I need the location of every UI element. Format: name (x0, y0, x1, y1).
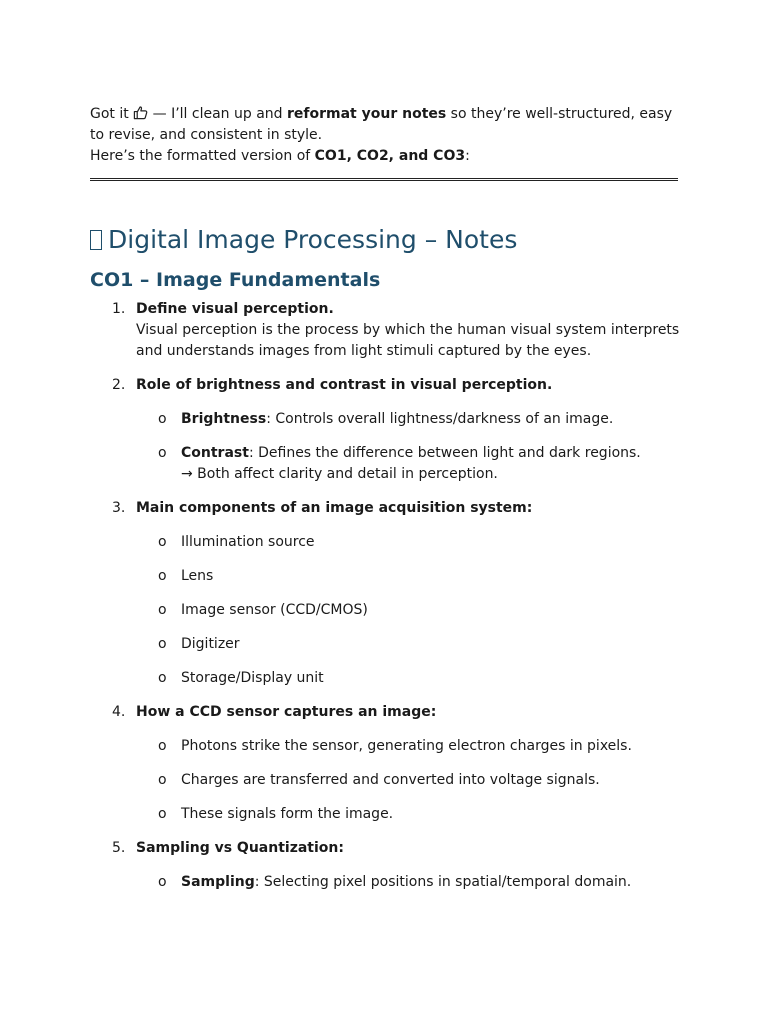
list-item (90, 838, 680, 893)
sub-list-item (136, 872, 680, 893)
list-item-title: Role of brightness and contrast in visual perception. (136, 377, 553, 393)
sub-item-note: → Both affect clarity and detail in perception. (181, 466, 498, 482)
bullet-icon: o (158, 602, 167, 618)
intro-text: Here’s the formatted version of (90, 148, 315, 164)
sub-list (136, 532, 680, 689)
bullet-icon: o (158, 874, 167, 890)
sub-list-item (136, 443, 680, 485)
sub-list-item (136, 668, 680, 689)
numbered-list (90, 299, 680, 893)
bullet-icon: o (158, 411, 167, 427)
sub-list (136, 736, 680, 825)
list-item-title: Main components of an image acquisition system: (136, 500, 533, 516)
document-page (90, 104, 680, 906)
sub-item-text: Lens (181, 568, 214, 584)
document-title-text: Digital Image Processing – Notes (108, 225, 518, 254)
sub-list-item (136, 770, 680, 791)
list-item-title: Sampling vs Quantization: (136, 840, 344, 856)
intro-text: : (465, 148, 470, 164)
sub-item-text: : Controls overall lightness/darkness of an image. (266, 411, 614, 427)
sub-item-term: Brightness (181, 411, 267, 427)
sub-item-term: Sampling (181, 874, 255, 890)
intro-paragraph (90, 104, 680, 167)
intro-text: Got it (90, 106, 134, 122)
list-item (90, 299, 680, 362)
sub-item-text: : Selecting pixel positions in spatial/temporal domain. (254, 874, 632, 890)
bullet-icon: o (158, 772, 167, 788)
intro-text: so they’re well-structured, easy to revise, and consistent in style. (90, 106, 673, 143)
list-item-title: How a CCD sensor captures an image: (136, 704, 437, 720)
list-item (90, 375, 680, 485)
sub-list (136, 872, 680, 893)
sub-item-text: : Defines the difference between light and dark regions. (248, 445, 641, 461)
sub-item-text: Storage/Display unit (181, 670, 324, 686)
list-item-title: Define visual perception. (136, 301, 334, 317)
thumbs-up-icon (133, 105, 148, 120)
sub-list (136, 409, 680, 485)
sub-item-text: Photons strike the sensor, generating electron charges in pixels. (181, 738, 632, 754)
sub-list-item (136, 634, 680, 655)
sub-list-item (136, 600, 680, 621)
section-title: CO1 – Image Fundamentals (90, 269, 381, 291)
sub-list-item (136, 409, 680, 430)
sub-list-item (136, 532, 680, 553)
sub-item-term: Contrast (181, 445, 249, 461)
document-title (90, 225, 680, 255)
bullet-icon: o (158, 636, 167, 652)
sub-item-text: Digitizer (181, 636, 240, 652)
sub-item-text: These signals form the image. (181, 806, 394, 822)
bullet-icon: o (158, 738, 167, 754)
intro-text: — I’ll clean up and (148, 106, 287, 122)
sub-list-item (136, 566, 680, 587)
bullet-icon: o (158, 806, 167, 822)
list-item-number: 4. (112, 704, 126, 720)
list-item (90, 702, 680, 825)
list-item (90, 498, 680, 689)
list-item-number: 2. (112, 377, 126, 393)
double-divider (90, 178, 678, 181)
list-item-number: 3. (112, 500, 126, 516)
sub-list-item (136, 804, 680, 825)
bullet-icon: o (158, 534, 167, 550)
list-item-number: 1. (112, 301, 126, 317)
bullet-icon: o (158, 670, 167, 686)
sub-item-text: Charges are transferred and converted into voltage signals. (181, 772, 600, 788)
sub-item-text: Image sensor (CCD/CMOS) (181, 602, 368, 618)
sub-item-text: Illumination source (181, 534, 315, 550)
list-item-number: 5. (112, 840, 126, 856)
intro-bold: CO1, CO2, and CO3 (314, 148, 466, 164)
intro-bold: reformat your notes (287, 106, 447, 122)
notebook-icon (90, 230, 102, 250)
bullet-icon: o (158, 568, 167, 584)
bullet-icon: o (158, 445, 167, 461)
sub-list-item (136, 736, 680, 757)
list-item-text: Visual perception is the process by which the human visual system interprets and understands images from light stimuli captured by the eyes. (136, 322, 680, 359)
